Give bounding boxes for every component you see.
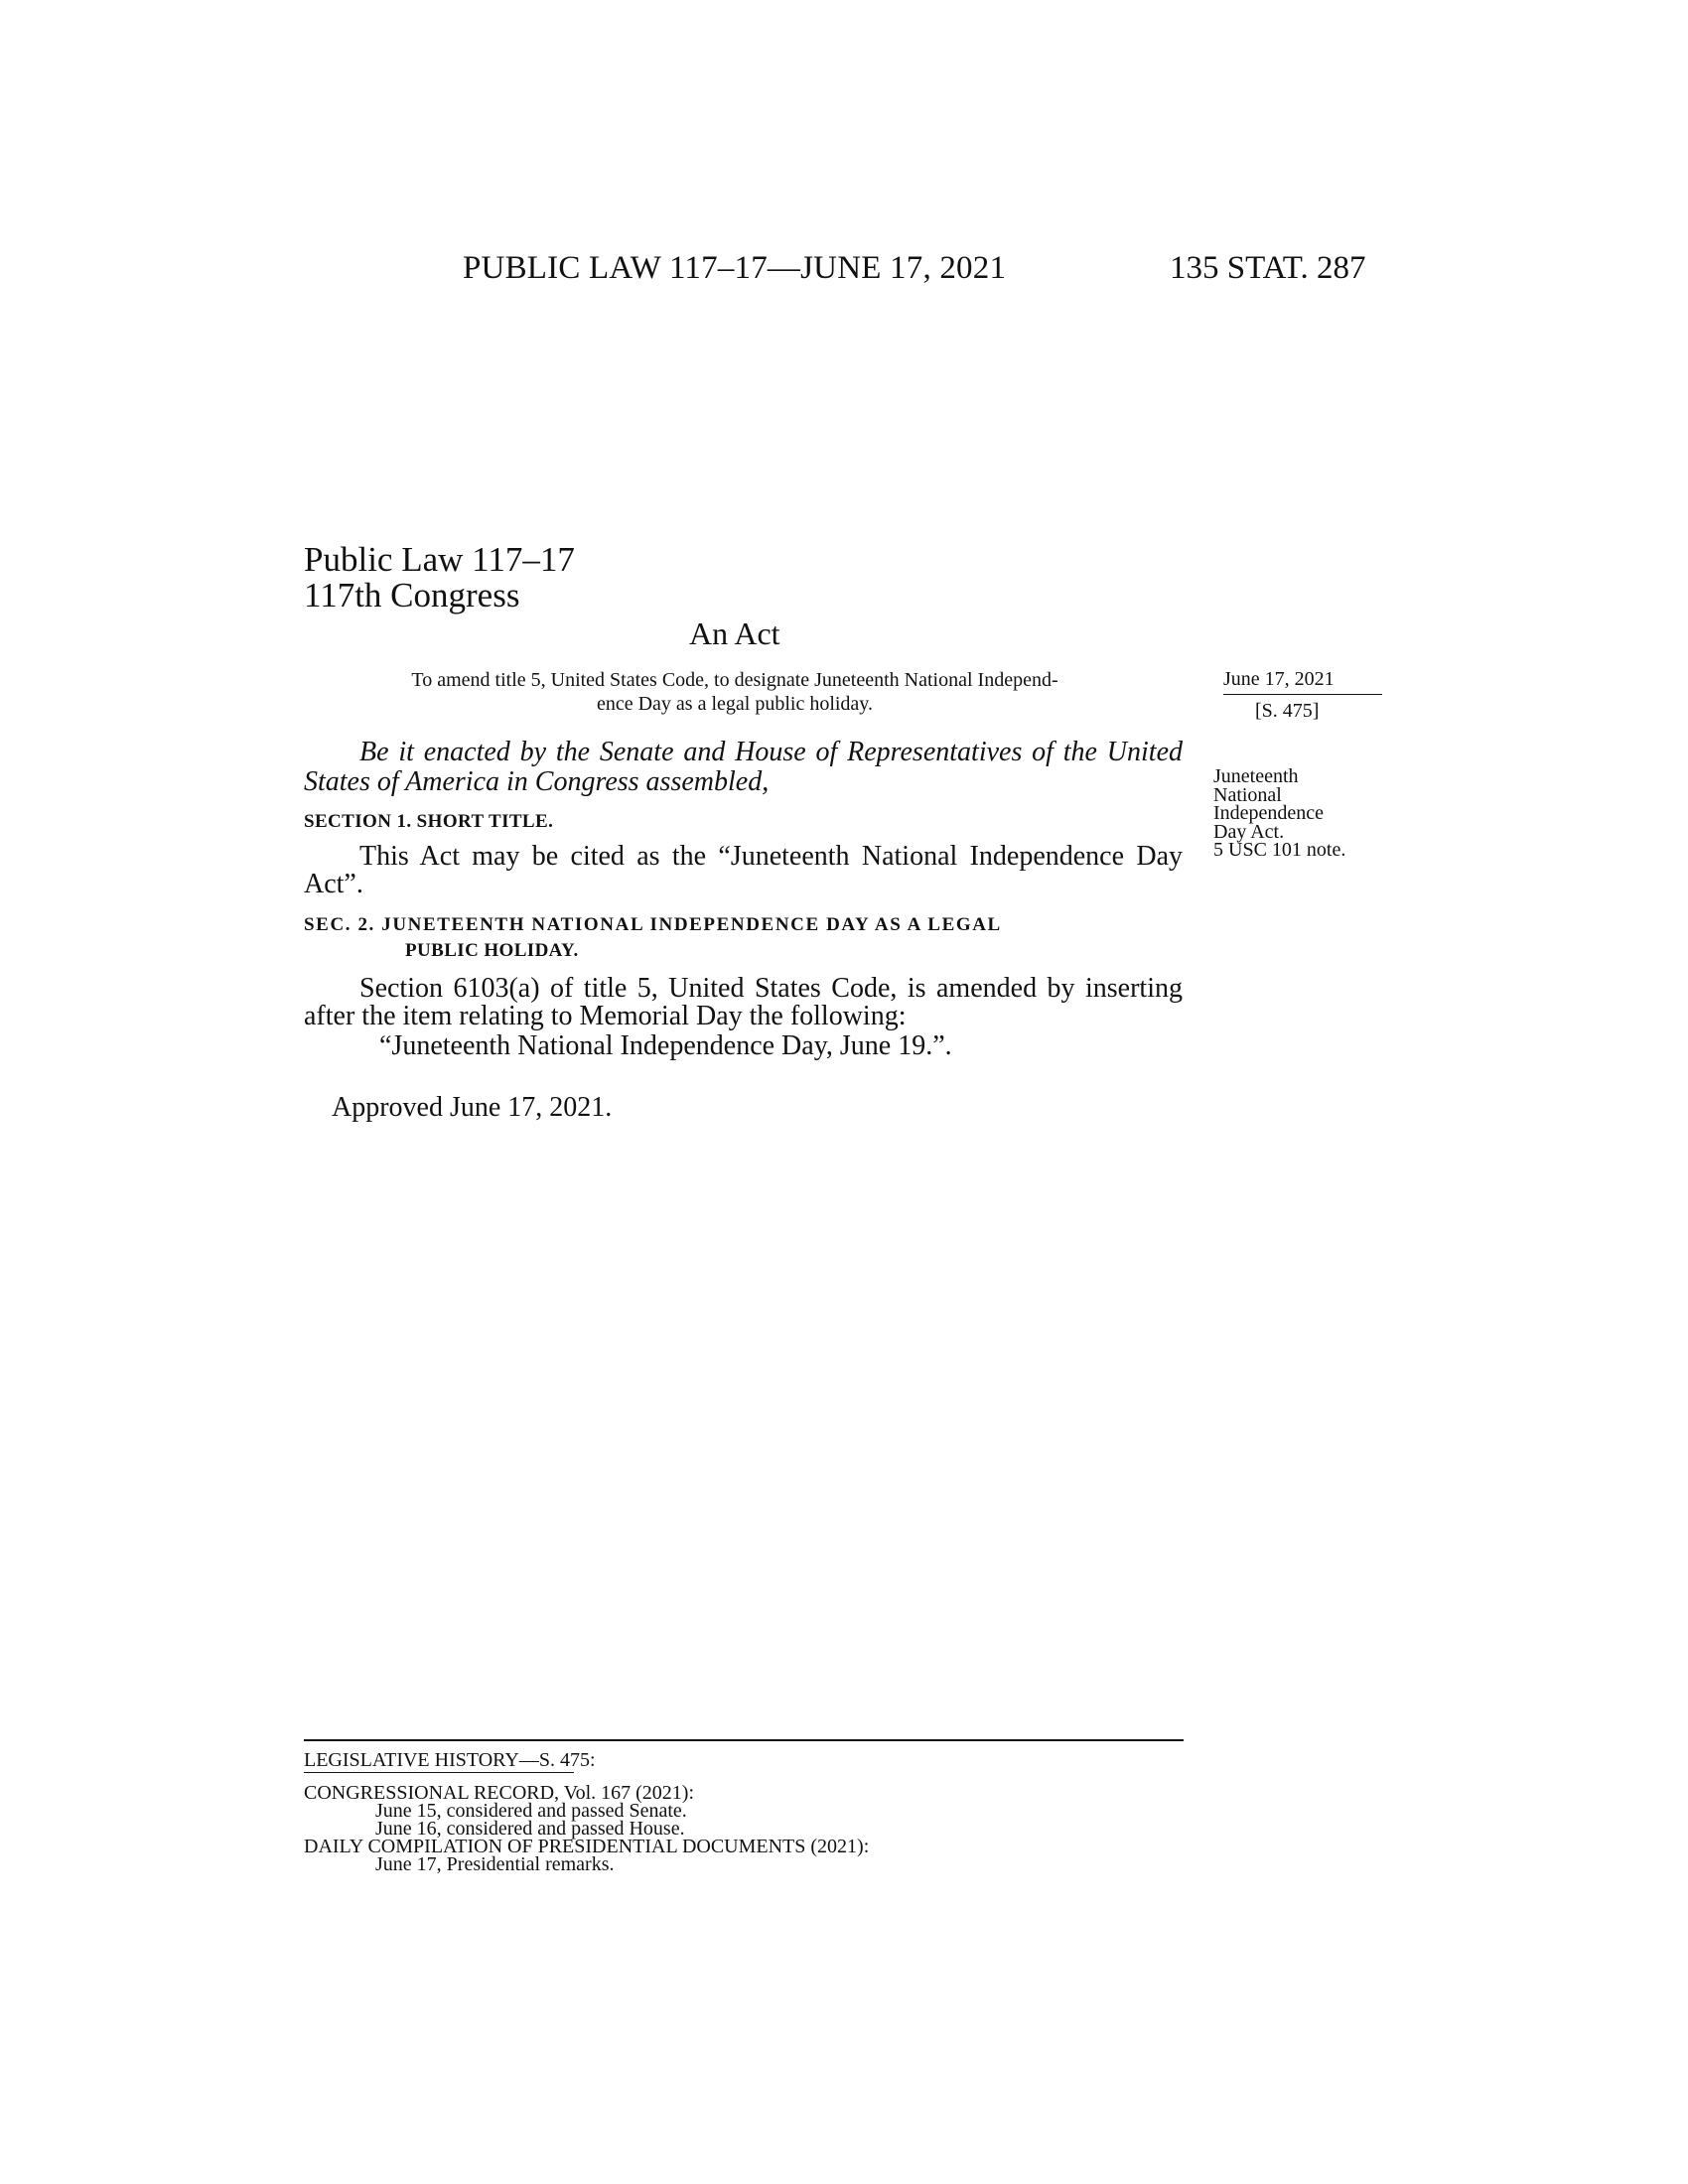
act-purpose-line-1: To amend title 5, United States Code, to designate Juneteenth National Independ- bbox=[411, 669, 1058, 691]
section-2-body: Section 6103(a) of title 5, United States Code, is amended by inserting after the item relating to Memorial Day the following: bbox=[304, 973, 1183, 1031]
history-line: CONGRESSIONAL RECORD, Vol. 167 (2021): bbox=[304, 1782, 694, 1804]
statute-page-number: 135 STAT. 287 bbox=[1170, 250, 1366, 286]
margin-note-line: Day Act. bbox=[1213, 820, 1285, 843]
act-purpose bbox=[298, 668, 1172, 716]
enacting-clause bbox=[304, 738, 1183, 797]
congress-label: 117th Congress bbox=[304, 576, 520, 614]
legislative-history-title: LEGISLATIVE HISTORY—S. 475: bbox=[304, 1749, 596, 1771]
history-line: June 16, considered and passed House. bbox=[375, 1818, 685, 1840]
margin-note-line: 5 USC 101 note. bbox=[1213, 839, 1346, 861]
margin-note-line: Juneteenth bbox=[1213, 765, 1299, 787]
section-1-heading: SECTION 1. SHORT TITLE. bbox=[304, 811, 554, 832]
margin-note-line: Independence bbox=[1213, 802, 1325, 824]
running-header-title: PUBLIC LAW 117–17—JUNE 17, 2021 bbox=[463, 250, 1007, 286]
margin-rule-top bbox=[1223, 694, 1382, 695]
legislative-history-underline bbox=[304, 1772, 574, 1773]
section-2-heading-line-1: SEC. 2. JUNETEENTH NATIONAL INDEPENDENCE DAY AS A LEGAL bbox=[304, 914, 1002, 935]
enacting-clause-text: Be it enacted by the Senate and House of Representatives of the United States of America in Congress assembled, bbox=[304, 737, 1183, 797]
section-2-heading-line-2: PUBLIC HOLIDAY. bbox=[405, 940, 579, 961]
margin-notes bbox=[1213, 767, 1345, 860]
footer-rule bbox=[304, 1739, 1184, 1741]
margin-date: June 17, 2021 bbox=[1223, 668, 1335, 690]
approval-line: Approved June 17, 2021. bbox=[332, 1092, 613, 1123]
act-purpose-line-2: ence Day as a legal public holiday. bbox=[596, 693, 874, 715]
section-2-quoted-item: “Juneteenth National Independence Day, June 19.”. bbox=[379, 1030, 952, 1061]
history-line: June 17, Presidential remarks. bbox=[375, 1853, 615, 1875]
section-2-text bbox=[304, 975, 1183, 1030]
margin-bill-number: [S. 475] bbox=[1255, 700, 1320, 722]
history-line: June 15, considered and passed Senate. bbox=[375, 1800, 687, 1822]
margin-note-line: National bbox=[1213, 783, 1282, 806]
history-line: DAILY COMPILATION OF PRESIDENTIAL DOCUMENTS (2021): bbox=[304, 1836, 870, 1857]
section-1-body: This Act may be cited as the “Juneteenth National Independence Day Act”. bbox=[304, 841, 1183, 899]
public-law-number: Public Law 117–17 bbox=[304, 540, 575, 579]
act-label: An Act bbox=[689, 615, 780, 651]
section-1-text bbox=[304, 843, 1183, 898]
legislative-history-list bbox=[304, 1784, 869, 1873]
